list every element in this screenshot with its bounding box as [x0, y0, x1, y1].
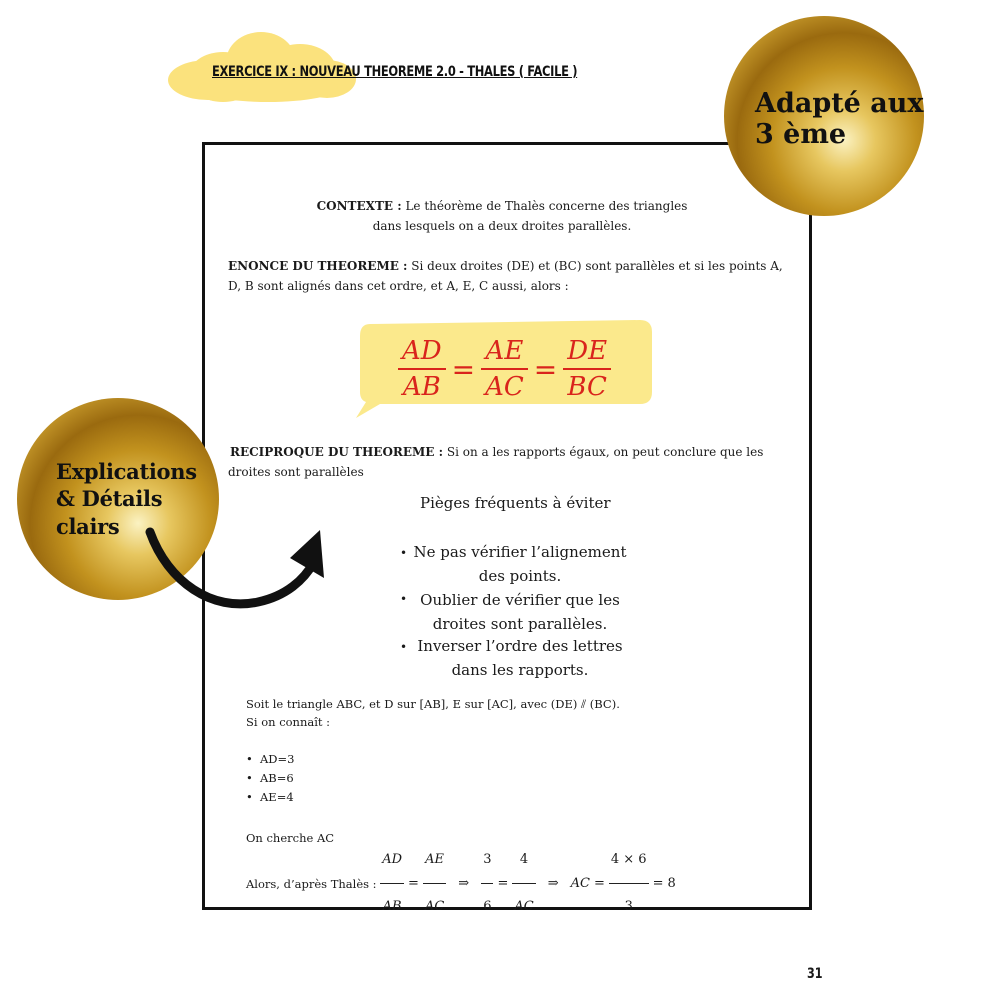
example-intro-line2: Si on connaît :: [246, 715, 331, 729]
pitfalls-title: Pièges fréquents à éviter: [420, 494, 611, 512]
converse-line2: droites sont parallèles: [228, 465, 364, 479]
given-item: • AD=3: [246, 752, 295, 766]
bullet-icon: •: [400, 640, 408, 654]
explanations-line3: clairs: [56, 513, 120, 539]
thales-formula: $\frac{AD}{AB}$ = $\frac{AE}{AC}$ = $\frac{DE}{BC}$: [398, 336, 611, 402]
pitfall-item: Inverser l’ordre des lettres dans les rapports.: [417, 637, 623, 679]
given-item: • AB=6: [246, 771, 294, 785]
converse-line1: [230, 442, 763, 462]
search-line: On cherche AC: [246, 831, 335, 845]
context-label: CONTEXTE :: [316, 199, 402, 213]
calculation-line: Alors, d’après Thalès : $\frac{AD}{AB}$ = $\frac{AE}{AC}$ ⇒ $\frac{3}{6}$ = $\frac{4}{AC}$ ⇒ AC = $\frac{4 \times 6}{3}$ = 8: [246, 838, 676, 929]
calc-ratio-ae-ac: $\frac{AE}{AC}$: [423, 838, 446, 929]
curved-arrow-icon: [140, 520, 340, 620]
explanations-line2: & Détails: [56, 486, 163, 512]
ratio-ad-ab: $\frac{AD}{AB}$: [398, 336, 446, 402]
calc-ratio-4-ac: $\frac{4}{AC}$: [512, 838, 535, 929]
context-line1: [270, 196, 734, 216]
statement-text1: Si deux droites (DE) et (BC) sont parallèles et si les points A,: [407, 259, 783, 273]
statement-line2: D, B sont alignés dans cet ordre, et A, E, C aussi, alors :: [228, 279, 569, 293]
calc-ratio-3-6: $\frac{3}{6}$: [481, 838, 493, 929]
ratio-de-bc: $\frac{DE}{BC}$: [563, 336, 611, 402]
level-badge-line1: Adapté aux: [755, 88, 924, 119]
converse-label: RECIPROQUE DU THEOREME :: [230, 445, 444, 459]
calc-ratio-ad-ab: $\frac{AD}{AB}$: [380, 838, 404, 929]
pitfall-item: Oublier de vérifier que les droites sont parallèles.: [420, 591, 620, 633]
converse-text1: Si on a les rapports égaux, on peut conclure que les: [443, 445, 764, 459]
level-badge-line2: 3 ème: [755, 119, 847, 151]
statement-label: ENONCE DU THEOREME :: [228, 259, 408, 273]
bullet-icon: •: [400, 546, 408, 560]
ratio-ae-ac: $\frac{AE}{AC}$: [481, 336, 528, 402]
calc-result: 8: [667, 875, 676, 891]
given-item: • AE=4: [246, 790, 294, 804]
context-line2: dans lesquels on a deux droites parallèles.: [372, 219, 632, 233]
explanations-line1: Explications: [56, 459, 197, 484]
bullet-icon: •: [400, 592, 408, 606]
statement-line1: [228, 256, 783, 276]
context-text1: Le théorème de Thalès concerne des triangles: [401, 199, 688, 213]
example-intro-line1: Soit le triangle ABC, et D sur [AB], E sur [AC], avec (DE) ⫽ (BC).: [246, 697, 620, 711]
pitfall-item: Ne pas vérifier l’alignement des points.: [413, 543, 627, 585]
page-number: 31: [806, 966, 823, 982]
exercise-title: EXERCICE IX : NOUVEAU THEOREME 2.0 - THALES ( FACILE ): [212, 64, 578, 80]
level-badge-text: [755, 88, 923, 150]
calc-ratio-result: $\frac{4 \times 6}{3}$: [609, 838, 649, 929]
calc-intro: Alors, d’après Thalès :: [246, 876, 377, 891]
